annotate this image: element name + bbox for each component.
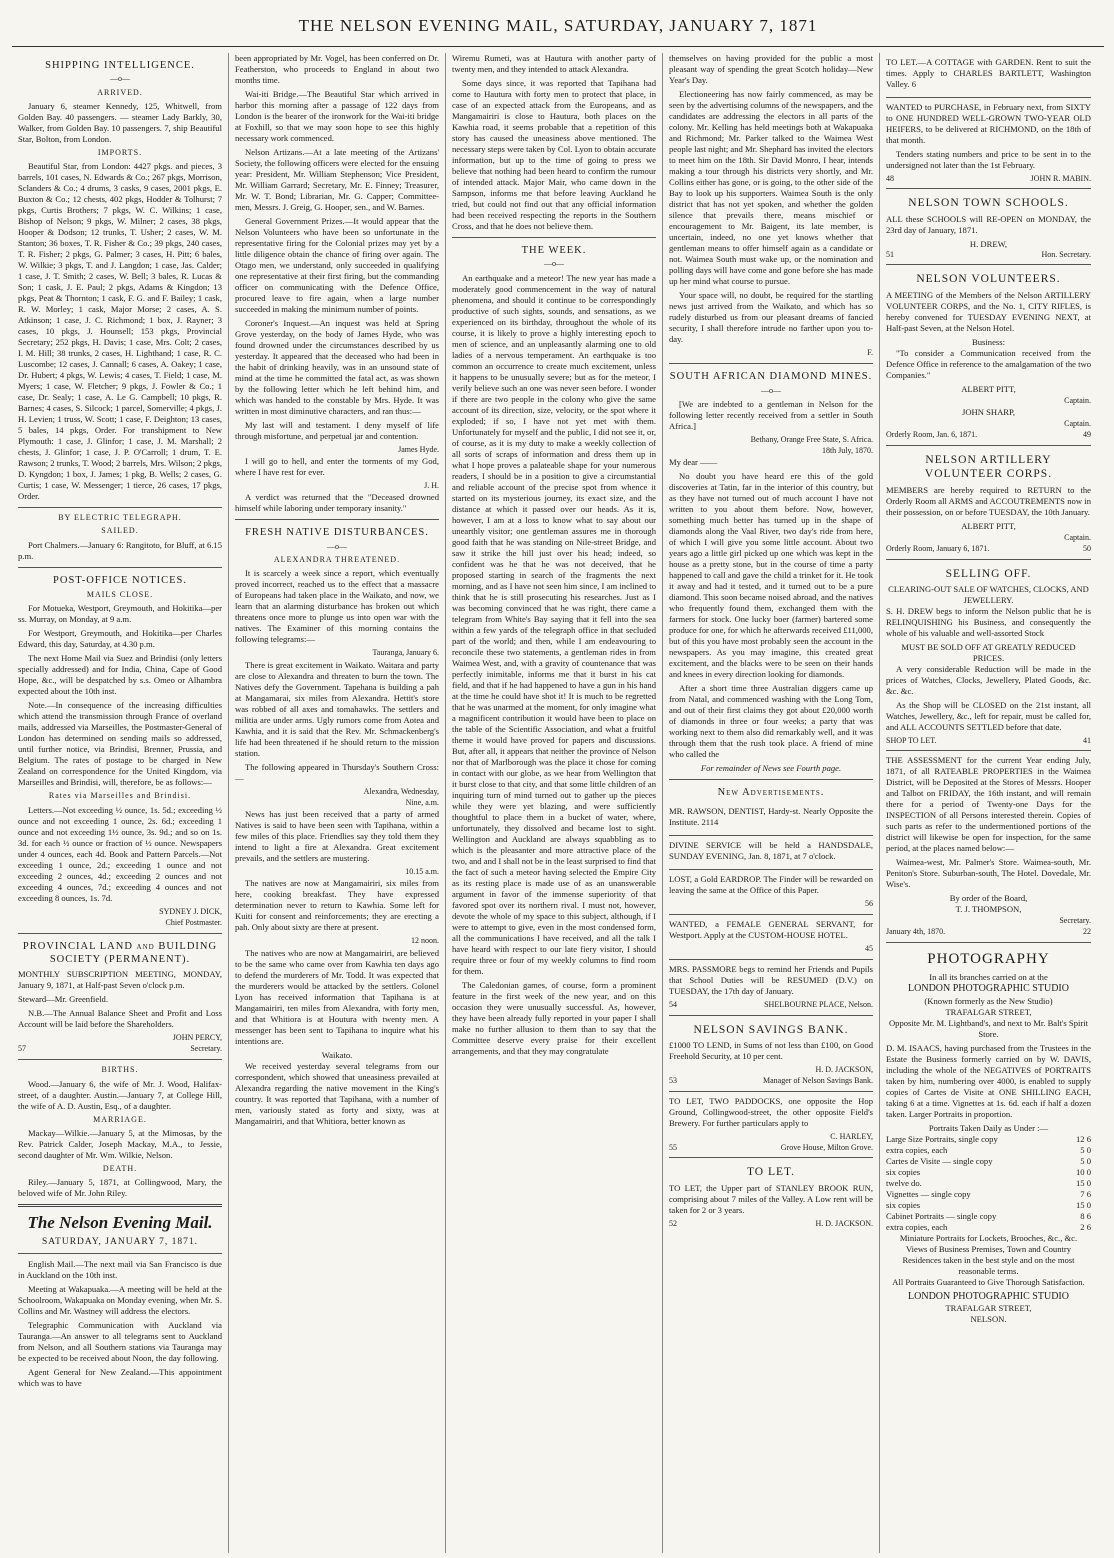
fresh-text-6: The natives who are now at Mangamairiri, are believed to be the same who came over from Kawhia ten days ago to defend the murderers of Mr. Todd. It was expected that the murderers would be attacked by the settlers. Colonel Lyon has received information that Tapihana is at Mangamairiri, ten miles from Alexandra, with forty men, and that Whitiora is at Houtura with twenty men. A messenger has been sent to Tapihana to inquire what his intentions are. xyxy=(235,947,439,1046)
paper-date: SATURDAY, JANUARY 7, 1871. xyxy=(41,1236,199,1247)
births-text: Wood.—January 6, the wife of Mr. J. Wood, Halifax-street, of a daughter. Austin.—January 7, at College Hill, the wife of A. D. Austin, Esq., of a daughter. xyxy=(18,1078,222,1111)
ad-vol-signature-1: ALBERT PITT, xyxy=(961,383,1016,394)
provincial-text-3: N.B.—The Annual Balance Sheet and Profit and Loss Account will be laid before the Shareholders. xyxy=(18,1007,222,1029)
divider xyxy=(18,1059,222,1060)
time-1: Nine, a.m. xyxy=(405,797,439,807)
ad-lost xyxy=(669,870,873,915)
ad-places-text: Waimea-west, Mr. Palmer's Store. Waimea-south, Mr. Peniton's Store. Suburban-south, The Hotel. Dovedale, Mr. Wise's. xyxy=(886,857,1091,890)
heading-telegraph: BY ELECTRIC TELEGRAPH. xyxy=(58,513,182,523)
ad-board-title: Secretary. xyxy=(1059,916,1091,926)
ad-number: 51 xyxy=(886,249,894,259)
ad-wanted-servant xyxy=(669,915,873,960)
ad-divine-service xyxy=(669,836,873,870)
price-row xyxy=(886,1211,1091,1222)
price-row xyxy=(886,1145,1091,1156)
ad-volunteers-text: A MEETING of the Members of the Nelson ARTILLERY VOLUNTEER CORPS, and the No. 1, CITY RIFLES, is hereby convened for TUESDAY EVENING NEXT, at Half-past Seven, at the Nelson Hotel. xyxy=(886,289,1091,333)
heading-mails-close: MAILS CLOSE. xyxy=(86,590,154,600)
ad-board-text: By order of the Board, xyxy=(949,893,1028,904)
ad-photo-line-2: LONDON PHOTOGRAPHIC STUDIO xyxy=(908,982,1069,994)
provincial-text-2: Steward—Mr. Greenfield. xyxy=(18,993,108,1004)
ad-passmore-address: SHELBOURNE PLACE, Nelson. xyxy=(764,1000,873,1010)
ad-number: 57 xyxy=(18,1044,26,1054)
ad-sold-text: MUST BE SOLD OFF AT GREATLY REDUCED PRICES. xyxy=(901,641,1076,663)
ad-number: 56 xyxy=(865,898,873,908)
ad-art-title: Captain. xyxy=(1064,533,1091,543)
ad-miniature-text: Miniature Portraits for Lockets, Brooches, &c., &c. xyxy=(899,1232,1078,1243)
paper-title: The Nelson Evening Mail. xyxy=(27,1213,213,1233)
heading-sailed: SAILED. xyxy=(101,526,139,536)
ad-paddocks-text: TO LET, TWO PADDOCKS, one opposite the Hop Ground, Collingwood-street, the other opposite Field's Brewery. For further particulars apply to xyxy=(669,1095,873,1128)
heading-provincial: PROVINCIAL LAND and BUILDING SOCIETY (PERMANENT). xyxy=(22,940,218,966)
col2-text-1: been appropriated by Mr. Vogel, has been conferred on Dr. Featherston, who proceeds to England in about two months time. xyxy=(235,53,439,85)
price-value: 5 0 xyxy=(1080,1155,1091,1166)
post-title: Chief Postmaster. xyxy=(165,917,222,927)
ad-number: 53 xyxy=(669,1076,677,1086)
ad-number: 50 xyxy=(1083,544,1091,554)
price-value: 8 6 xyxy=(1080,1210,1091,1221)
ad-art-footer xyxy=(886,544,1091,554)
ad-town-schools xyxy=(886,189,1091,265)
ad-volunteers xyxy=(886,265,1091,445)
ad-vol-footer xyxy=(886,430,1091,440)
fresh-text-4: News has just been received that a party of armed Natives is said to have been seen with Tapihana, within a few miles of this place. Friendlies say they told them they intend to light a fire at Alexandra. Great excitement prevails, and the settlers are mustering. xyxy=(235,809,439,864)
column-2 xyxy=(229,53,446,1553)
post-signature: SYDNEY J. DICK, xyxy=(159,906,222,916)
ad-photo-line-5: Opposite Mr. M. Lightband's, and next to Mr. Balt's Spirit Store. xyxy=(888,1017,1089,1039)
heading-volunteers: NELSON VOLUNTEERS. xyxy=(916,273,1061,286)
ad-purchase-heifers xyxy=(886,98,1091,189)
col4-text-1: themselves on having provided for the public a most pleasant way of spending the great Scotch holiday—New Year's Day. xyxy=(669,53,873,85)
ad-vol-order: Orderly Room, Jan. 6, 1871. xyxy=(886,430,978,440)
divider xyxy=(452,237,656,238)
ad-paddocks xyxy=(669,1092,873,1158)
price-value: 12 6 xyxy=(1075,1133,1091,1144)
heading-births: BIRTHS. xyxy=(101,1065,139,1075)
price-item: twelve do. xyxy=(886,1177,922,1188)
heading-imports: IMPORTS. xyxy=(97,147,143,157)
telegraphic-text: Telegraphic Communication with Auckland via Tauranga.—An answer to all telegrams sent to Auckland from Nelson, and all Southern stations via Tauranga may be expected to be received about Noon, the day following. xyxy=(18,1319,222,1363)
agent-general-text: Agent General for New Zealand.—This appointment which was to have xyxy=(18,1366,222,1388)
price-item: Large Size Portraits, single copy xyxy=(886,1133,998,1144)
ad-vol-signature-2: JOHN SHARP, xyxy=(961,407,1015,418)
week-text-1: An earthquake and a meteor! The new year has made a moderately good commencement in the way of natural phenomena, and should it continue to be correspondingly productive of such sights, sounds, and sensations, as we experienced on its birthday, throughout the whole of its course, it is likely to prove a highly interesting epoch to men of science, and an unpleasantly alarming one to old ladies of a nervous temperament. An earthquake is too common an occurrence to create much excitement, unless it happens to be unusually severe; but as for the meteor, I verily believe such an one was never seen before. I wonder if there are two people in the colony who give the same account of its direction, size, velocity, or the spot where it exploded; if so, I have not yet met with them. Unfortunately for myself and the public, I did not see it, or, of course, as it is my duty to make a weekly collection of all sorts of scraps of information and dress them up in what I hope proves a palateable shape for your numerous readers, I should be in a position to give a circumstantial and reliable account of the precise spot from whence it started on its mysterious journey, its exact size, and the distance at which it passed over our heads. As it is, however, I am at a loss to know what to say about our unearthly visitor; one gentleman assures me in thorough good faith that he was standing on Nile-street Bridge, and saw it strike the hill just over his head; indeed, so confident was he that he was not deceived, that he proposed starting in search of the fragments the next morning, and as I have not seen him since, I am inclined to think that he is still prosecuting his researches. Just as I was becoming convinced that he was right, there came a telegram from White's Bay saying that it fell into the sea within a few yards of the telegraph office in that secluded part of the world; and then, while I am endeavouring to reconcile these two statements, a gentleman rides in from Waimea West, and, with a gravity of countenance that was perfectly inimitable, informs me that it burst in his cat field, and that if he had happened to have a gun in his hand at the time he could have shot it! It is much to be regretted that he was unarmed at the moment, for only imagine what a magnificent contribution it would have been to place on the table of the Scientific Association, and what a fruitful theme it would have proved for papers and discussions. But, after all, it appears that neither the province of Nelson nor that of Marlborough was the place it chose for coming in contact with our globe, as we hear from Wellington that it burst close to that city, and that some little children of an inquiring turn of mind turned out to gather up the pieces while they were yet blazing, and were sufficiently thoughtful to place them in a bucket of water, where, unfortunately, they dissolved and became lost to sight. Wellington and Auckland are always squabbling as to which is the pleasanter and more attractive place of the two, and and I shall not be in the least surprised to find that the fact of such a meteor having selected the Empire City as its resting place is made use of as an unanswerable argument in favor of the immense superiority of that favored spot over its northern rival. I must not, however, devote the whole of my space to this subject, although, if I were to attempt to give, even in the most condensed form, all the communications I have received, and all the talk I have heard with respect to our late fiery visitor, I should require three or four of my weekly columns to find room for them. xyxy=(452,272,656,976)
diamond-text-1: No doubt you have heard ere this of the gold discoveries at Tatin, far in the interior of this country, but as they have not turned out of much account I have not written to you about them before. Now, however, something much better has turned up in the shape of diamonds along the Vaal River, two day's ride from here, of which I will give you some little account. About two years ago a little girl picked up one which was kept in the house as a pretty stone, but in the course of time a party happened to call and gave the child a trinket for it. He took it away and had it tested, and it turned out to be a pure diamond. This soon became noised abroad, and the natives who frequently found them, exchanged them with the farmers for stock. One lucky boer (farmer) bartered some produce for one, for which he afterwards received £11,000, but of this you have most probably seen the account in the newspapers. As you may imagine, this created great excitement, and the blacks were to be seen on their hands and knees in every direction looking for diamonds. xyxy=(669,471,873,680)
ad-savings-text: £1000 TO LEND, in Sums of not less than £100, on Good Freehold Security, at 10 per cent. xyxy=(669,1040,873,1062)
ad-lost-text: LOST, a Gold EARDROP. The Finder will be rewarded on leaving the same at the Office of this Paper. xyxy=(669,873,873,895)
price-item: extra copies, each xyxy=(886,1221,948,1232)
ad-assessment xyxy=(886,751,1091,942)
ad-paddocks-signature: C. HARLEY, xyxy=(830,1131,873,1141)
diamond-date: 18th July, 1870. xyxy=(821,446,873,456)
ad-paddocks-footer xyxy=(669,1143,873,1153)
ad-cottage-text: TO LET.—A COTTAGE with GARDEN. Rent to suit the times. Apply to CHARLES BARTLETT, Washington Valley. 6 xyxy=(886,57,1091,89)
ad-board-date: January 4th, 1870. xyxy=(886,927,946,937)
price-row xyxy=(886,1222,1091,1233)
ad-number: 49 xyxy=(1083,430,1091,440)
price-item: Vignettes — single copy xyxy=(886,1188,971,1199)
rates-text: Letters.—Not exceeding ½ ounce, 1s. 5d.; exceeding ½ ounce and not exceeding 1 ounce, 2s. 6d.; exceeding 1 ounce and not exceeding 1½ ounce, 3s. 9d.; and so on 1s. 3d. for each ½ ounce or fraction of ½ ounce. Newspapers under 4 ounces, each 4d. Book and Pattern Parcels.—Not exceeding 1 ounce, 2d.; exceeding 1 ounce and not exceeding 2 ounces, 4d.; exceeding 2 ounces and not exceeding 4 ounces, 7d.; exceeding 4 ounces and not exceeding 8 ounces, 1s. 7d. xyxy=(18,804,222,903)
wakapuaka-text: Meeting at Wakapuaka.—A meeting will be held at the Schoolroom, Wakapuaka on Monday evening, when Mr. S. Collins and Mr. Wastney will address the electors. xyxy=(18,1283,222,1316)
ad-to-let xyxy=(669,1158,873,1233)
mails-text-3: The next Home Mail via Suez and Brindisi (only letters specially addressed) and for India, China, Cape of Good Hope, &c., will be despatched by s.s. Omeo or Alhambra expected about the 10th inst. xyxy=(18,653,222,697)
ad-studio-name: LONDON PHOTOGRAPHIC STUDIO xyxy=(908,1290,1069,1302)
mails-text-4: Note.—In consequence of the increasing difficulties which attend the transmission through France of overland mails, addressed via Marseilles, the Postmaster-General of London has determined on sending mails so addressed, until further notice, via Brindisi, Brenner, Prussia, and Belgium. The rates of postage to be charged in New Zealand on correspondence for the United Kingdom, via Marseilles and Brindisi, will, therefore, be as follows:— xyxy=(18,700,222,788)
masthead: THE NELSON EVENING MAIL, SATURDAY, JANUARY 7, 1871 xyxy=(12,8,1104,47)
fresh-text-7: We received yesterday several telegrams from our correspondent, which showed that uneasiness prevailed at Alexandra regarding the native movement in the King's country. It was reported that Tapihana, with a number of men, variously stated as forty and sixty, was at Mangamairiri, and that Whitiora, better known as xyxy=(235,1060,439,1126)
ad-rawson-text: MR. RAWSON, DENTIST, Hardy-st. Nearly Opposite the Institute. 2114 xyxy=(669,805,873,827)
waikato-heading: Waikato. xyxy=(321,1049,353,1060)
heading-town-schools: NELSON TOWN SCHOOLS. xyxy=(908,197,1069,210)
diamond-intro: [We are indebted to a gentleman in Nelson for the following letter recently received from a settler in South Africa.] xyxy=(669,398,873,431)
ad-vol-title-1: Captain. xyxy=(1064,395,1091,405)
diamond-place: Bethany, Orange Free State, S. Africa. xyxy=(750,434,873,444)
ad-vol-title-2: Captain. xyxy=(1064,419,1091,429)
waiiti-bridge-text: Wai-iti Bridge.—The Beautiful Star which arrived in harbor this morning after a passage of 122 days from London is the bearer of the ironwork for the Wai-iti bridge at Foxhill, so that we may soon hope to see this highly necessary work commenced. xyxy=(235,89,439,143)
provincial-footer xyxy=(18,1044,222,1054)
mails-text-1: For Motueka, Westport, Greymouth, and Hokitika—per ss. Murray, on Monday, at 9 a.m. xyxy=(18,603,222,625)
price-item: extra copies, each xyxy=(886,1144,948,1155)
ad-number: 41 xyxy=(1083,735,1091,745)
diamond-salutation: My dear —— xyxy=(669,457,718,468)
ad-assessment-text: THE ASSESSMENT for the current Year ending July, 1871, of all RATEABLE PROPERTIES in the Waimea District, will be Deposited at the Stores of Messrs. Hooper and Talbot on FRIDAY, the 16th instant, and will remain there for a period of Twenty-one Days for the INSPECTION of all Persons interested therein. Copies of such parts as refer to the undermentioned portions of the district will likewise be open for inspection, for the same period, at the places named below:— xyxy=(886,755,1091,854)
heading-death: DEATH. xyxy=(102,1163,138,1173)
divider xyxy=(669,779,873,780)
ad-number: 52 xyxy=(669,1218,677,1228)
ad-shd-text: S. H. DREW begs to inform the Nelson public that he is RELINQUISHING his Business, and consequently the whole of his valuable and well-assorted Stock xyxy=(886,605,1091,638)
price-value: 10 0 xyxy=(1075,1166,1091,1177)
ad-rawson xyxy=(669,802,873,836)
column-4 xyxy=(663,53,880,1553)
ad-savings-title: Manager of Nelson Savings Bank. xyxy=(763,1076,873,1086)
ad-art-order: Orderly Room, January 6, 1871. xyxy=(886,544,990,554)
ad-savings-bank xyxy=(669,1016,873,1092)
ad-volunteers-text-2: "To consider a Communication received from the Defence Office in reference to the amalgamation of the two Companies." xyxy=(886,347,1091,380)
heading-artillery: NELSON ARTILLERY VOLUNTEER CORPS. xyxy=(924,453,1053,481)
ad-studio-town: NELSON. xyxy=(970,1314,1007,1325)
ad-purchase-footer xyxy=(886,174,1091,184)
ad-passmore-text: MRS. PASSMORE begs to remind her Friends and Pupils that School Duties will be RESUMED (D.V.) on TUESDAY, the 17th day of January. xyxy=(669,964,873,997)
ad-photography xyxy=(886,943,1091,1330)
divider xyxy=(18,507,222,508)
ad-photo-line-1: In all its branches carried on at the xyxy=(929,971,1048,982)
time-2: 10.15 a.m. xyxy=(405,867,439,877)
heading-selling-off: SELLING OFF. xyxy=(945,567,1032,580)
price-row xyxy=(886,1200,1091,1211)
fresh-text-3: The following appeared in Thursday's Southern Cross:— xyxy=(235,761,439,783)
ad-wanted-text: WANTED, a FEMALE GENERAL SERVANT, for Westport. Apply at the CUSTOM-HOUSE HOTEL. xyxy=(669,919,873,941)
alexandra-dateline: Alexandra, Wednesday, xyxy=(363,786,439,796)
ad-board-signature: T. J. THOMPSON, xyxy=(955,904,1022,915)
heading-new-ads: New Advertisements. xyxy=(717,787,825,799)
heading-savings-bank: NELSON SAVINGS BANK. xyxy=(693,1023,849,1036)
column-5 xyxy=(880,53,1097,1553)
artizans-text: Nelson Artizans.—At a late meeting of the Artizans' Society, the following officers were elected for the ensuing year: President, Mr. William Stephenson; Vice President, Mr. William Garrard; Secretary, Mr. E. Finney; Treasurer, Mr. W. T. Bond; Librarian, Mr. G. Capper; Committee-men, Messrs. J. Greig, G. Hooper, sen., and W. Barnes. xyxy=(235,147,439,212)
price-row xyxy=(886,1167,1091,1178)
death-text: Riley.—January 5, 1871, at Collingwood, Mary, the beloved wife of Mr. John Riley. xyxy=(18,1177,222,1199)
provincial-title: Secretary. xyxy=(190,1044,222,1054)
ad-to-let-signature: H. D. JACKSON. xyxy=(815,1218,873,1228)
heading-alexandra: ALEXANDRA THREATENED. xyxy=(273,555,401,565)
verdict-text: A verdict was returned that the "Deceased drowned himself while laboring under temporary insanity." xyxy=(235,492,439,514)
price-row xyxy=(886,1156,1091,1167)
ad-art-signature: ALBERT PITT, xyxy=(961,521,1016,532)
ad-artillery xyxy=(886,446,1091,560)
fresh-text-1: It is scarcely a week since a report, which eventually proved incorrect, reached us to the effect that a massacre of Europeans had taken place in the Waikato, and now, we learn that an alarming disturbance has broken out which threatens once more to plunge us into open war with the natives. The Examiner of this morning contains the following telegrams:— xyxy=(235,568,439,645)
price-value: 5 0 xyxy=(1080,1144,1091,1155)
ad-divine-text: DIVINE SERVICE will be held a HANDSDALE, SUNDAY EVENING, Jan. 8, 1871, at 7 o'clock. xyxy=(669,839,873,861)
letter-signature-1: James Hyde. xyxy=(398,445,439,454)
col3-text-1: Wiremu Rumeti, was at Hautura with another party of twenty men, and they intended to attack Alexandra. xyxy=(452,53,656,74)
ad-number: 22 xyxy=(1083,927,1091,937)
diamond-text-2: After a short time three Australian diggers came up from Natal, and commenced washing with the Long Tom, and out of their first claims they got about £20,000 worth of diamonds in three or four weeks; a party that was working next to them also did remarkably well, and it was through them that the rush took place. A friend of mine who called the xyxy=(669,683,873,760)
heading-to-let: TO LET. xyxy=(746,1166,796,1179)
sailed-text: Port Chalmers.—January 6: Rangitoto, for Bluff, at 6.15 p.m. xyxy=(18,539,222,561)
heading-clearing-sale: CLEARING-OUT SALE OF WATCHES, CLOCKS, AND JEWELLERY. xyxy=(888,584,1089,606)
price-row xyxy=(886,1178,1091,1189)
heading-post-office: POST-OFFICE NOTICES. xyxy=(53,574,187,586)
electioneering-text: Electioneering has now fairly commenced, as may be seen by the advertising columns of the newspapers, and the candidates are addressing the electors in all parts of the colony. Mr. Kelling has held meetings both at Wakapuaka and Richmond; Mr. Parker talked to the Waimea West people last night; and Mr. Shephard has invited the electors to meet him on the 18th. Sir David Monro, I hear, intends making a tour through his districts very shortly, and Mr. Collins either has gone, or is going, to the other side of the Bay to look up his supporters. Waimea South is the only district that has not yet spoken, and whether the golden silence that prevails there, means mischief or encouragement to Mr. Baigent, its late member, is uncertain, indeed, no one yet knows whether that gentleman means to offer himself again as a candidate or not. Waimea South must wake up, or the nomination and polling days will have come and gone before she has made up her mind what course to pursue. xyxy=(669,89,873,286)
ad-photo-line-3: (Known formerly as the New Studio) xyxy=(924,995,1053,1006)
heading-rates: Rates via Marseilles and Brindisi. xyxy=(48,791,192,801)
ad-purchase-text: WANTED to PURCHASE, in February next, from SIXTY to ONE HUNDRED WELL-GROWN TWO-YEAR OLD HEIFERS, to be delivered at RICHMOND, on the 18th of that month. xyxy=(886,102,1091,145)
heading-portraits: Portraits Taken Daily as Under :— xyxy=(928,1122,1049,1133)
ad-reduction-text: A very considerable Reduction will be made in the prices of Watches, Clocks, Jewellery, Plated Goods, &c. &c. &c. xyxy=(886,663,1091,696)
imports-text: Beautiful Star, from London: 4427 pkgs. and pieces, 3 barrels, 101 cases, N. Edwards & Co.; 267 pkgs, Morrison, Sclanders & Co.; 4 drums, 3 casks, 9 cases, 2001 pkgs, E. Buxton & Co.; 12 chests, 402 pkgs, Hodder & Tolhurst; 7 pkgs, Curtis Brothers; 7 pkgs, W. C. Wilkins; 1 case, Bishop of Nelson; 9 pkgs, W. Milner; 2 cases, 38 pkgs, Hooper & Dodson; 12 trunks, T. Usher; 2 cases, W. M. Stanton; 36 boxes, T. R. Fisher & Co.; 39 pkgs, 240 cases, T. R. Fisher; 2 pkgs, G. Palmer; 3 cases, H. Pitt; 6 bales, W. Wilkie; 3 pkgs, T. and J. Langdon; 1 case, Jas. Calder; 1 case, J. T. Smith; 2 cases, W. Bell; 3 bales, R. Lucas & Son; 1 cask, J. E. Paul; 2 pkgs, Adams & Kingdon; 13 pkgs, Peat & Thornton; 1 cask, F. G. and F. Bailey; 1 cask, R. W. Morley; 1 cask, Major Morse; 2 cases, A. S. Atkinson; 1 case, J. C. Richmond; 1 box, J. Rayner; 3 cases, 10 pkgs, J. Hounsell; 153 pkgs, Provincial Secretary; 252 pkgs, H. Davis; 1 case, Mrs. Colt; 2 cases, I. M. Hill; 38 trunks, 2 cases, H. Lighthand; 1 case, R. C. Luscombe; 12 cases, J. Cannall; 6 cases, A. Oakey; 1 case, Dr. Hubert; 4 pkgs, W. Lewis; 4 cases, T. Field; 1 case, M. Myers; 1 case, W. Fletcher; 9 pkgs, J. Fowler & Co.; 1 case, Dr. Sealy; 1 case, A. Le G. Campbell; 10 pkgs, R. Barnes; 4 cases, S. Silcock; 1 parcel, Somerville; 4 pkgs, J. H. Levien; 1 truss, W. Scott; 1 case, F. Deighton; 13 cases, 5 bales, 14 pkgs, Order. For transhipment to New Plymouth: 1 case, J. Glinfor; 1 case, J. M. Marshall; 2 chests, J. Glinfor; 1 case, J. P. O'Carroll; 1 drum, T. E. Rawson; 2 trunks, T. Wood; 2 barrels, Mrs. Wilson; 2 pkgs, D. Kyngdon; 1 box, J. James; 1 pkg, B. Wells; 2 cases, G. Curtis; 1 case, W. Messenger; 1 tierce, 26 cases, 17 pkgs, Order. xyxy=(18,161,222,502)
fresh-text-2: There is great excitement in Waikato. Waitara and party are close to Alexandra and threaten to burn the town. The Natives defy the Government. Tapehana is building a pah at Mangamarai, six miles from Alexandra. Hettit's store was robbed of all axes and tomahawks. The settlers and militia are under arms. Ugly rumors come from Aotea and Kawhia, and it is said that the Rev. Mr. Schmackenberg's life had been threatened if he should return to the mission station. xyxy=(235,659,439,758)
ad-savings-footer xyxy=(669,1076,873,1086)
divider xyxy=(235,519,439,520)
closing-text: Your space will, no doubt, be required for the startling news just arrived from the Waikato, and which has so rudely disturbed us from our pleasant dreams of fancied security, I shall therefore intrude no farther upon you to-day. xyxy=(669,290,873,344)
ad-guaranteed-text: All Portraits Guaranteed to Give Thorough Satisfaction. xyxy=(892,1276,1085,1287)
heading-the-week: THE WEEK. xyxy=(521,245,587,256)
price-list xyxy=(886,1134,1091,1233)
ad-selling-off xyxy=(886,560,1091,752)
divider xyxy=(669,363,873,364)
arrived-text: January 6, steamer Kennedy, 125, Whitwell, from Golden Bay. 40 passengers. — steamer Lady Barkly, 30, Walker, from Golden Bay. 10 passengers. 7, ship Beautiful Star, Bolton, from London. xyxy=(18,100,222,144)
ad-isaacs-text: D. M. ISAACS, having purchased from the Trustees in the Estate the Business formerly carried on by W. DAVIS, including the whole of the NEGATIVES of PORTRAITS taken by him, numbering over 4000, is enabled to supply copies of Cartes de Visite at ONE SHILLING EACH, taking 6 at a time. Vignettes at 1s. 6d. each if half a dozen taken. Larger Portraits in proportion. xyxy=(886,1042,1091,1119)
ornament: —o— xyxy=(761,385,781,395)
column-3 xyxy=(446,53,663,1553)
col3-text-2: Some days since, it was reported that Tapihana had come to Hautura with forty men to protect that place, in case of an expected attack from the Europeans, and as Mangamairiri is close to Hautura, both places on the Kawhia road, it seems probable that a repetition of this story has caused the uneasiness above mentioned. The necessary steps were taken by Col. Lyon to obtain accurate information, but up to the time of going to press we believe that nothing had been heard to confirm the rumour of intended attack. Major Mair, who came down in the Sampson, informs me that before leaving Auckland he tried, but could not find out that any official information had been received respecting the reports in the Southern Cross, and that he does not believe them. xyxy=(452,78,656,231)
provincial-text-1: MONTHLY SUBSCRIPTION MEETING, MONDAY, January 9, 1871, at Half-past Seven o'clock p.m. xyxy=(18,968,222,990)
marriage-text: Mackay—Wilkie.—January 5, at the Mimosas, by the Rev. Patrick Calder, Joseph Mackay, M.A., to Jessie, second daughter of Mr. Wm. Wilkie, Nelson. xyxy=(18,1127,222,1160)
divider xyxy=(18,1253,222,1254)
provincial-signature: JOHN PERCY, xyxy=(172,1032,222,1042)
tauranga-dateline: Tauranga, January 6. xyxy=(372,648,439,658)
letter-text-2: I will go to hell, and enter the torments of my God, where I have rest for ever. xyxy=(235,456,439,478)
price-value: 7 6 xyxy=(1080,1188,1091,1199)
english-mail-text: English Mail.—The next mail via San Francisco is due in Auckland on the 10th inst. xyxy=(18,1258,222,1280)
ad-schools-title: Hon. Secretary. xyxy=(1041,249,1091,259)
ad-shop-text: SHOP TO LET. xyxy=(886,735,937,745)
ad-shop-footer xyxy=(886,736,1091,746)
heading-fresh-native: FRESH NATIVE DISTURBANCES. xyxy=(245,527,429,539)
remainder-note: For remainder of News see Fourth page. xyxy=(700,763,842,774)
ad-schools-text: ALL these SCHOOLS will RE-OPEN on MONDAY, the 23rd day of January, 1871. xyxy=(886,213,1091,235)
ad-paddocks-address: Grove House, Milton Grove. xyxy=(780,1142,873,1152)
price-value: 15 0 xyxy=(1075,1199,1091,1210)
price-item: Cartes de Visite — single copy xyxy=(886,1155,993,1166)
ad-cottage xyxy=(886,53,1091,98)
divider xyxy=(18,1204,222,1207)
ad-number: 54 xyxy=(669,1000,677,1010)
ad-board-footer xyxy=(886,927,1091,937)
ad-to-let-text: TO LET, the Upper part of STANLEY BROOK RUN, comprising about 7 miles of the Valley. A Low rent will be taken for 2 or 3 years. xyxy=(669,1182,873,1215)
divider xyxy=(18,567,222,568)
time-3: 12 noon. xyxy=(411,936,439,946)
ornament: —o— xyxy=(327,541,347,551)
price-value: 2 6 xyxy=(1080,1221,1091,1232)
ad-studio-street: TRAFALGAR STREET, xyxy=(945,1303,1032,1314)
price-item: Cabinet Portraits — single copy xyxy=(886,1210,997,1221)
price-item: six copies xyxy=(886,1166,921,1177)
heading-diamond-mines: SOUTH AFRICAN DIAMOND MINES. xyxy=(669,371,873,383)
ad-closed-text: As the Shop will be CLOSED on the 21st instant, all Watches, Jewellery, &c., left for repair, must be called for, and ALL ACCOUNTS SETTLED before that date. xyxy=(886,699,1091,732)
ad-purchase-signature: JOHN R. MABIN. xyxy=(1030,174,1091,183)
week-signature: F. xyxy=(867,348,873,357)
inquest-text: Coroner's Inquest.—An inquest was held at Spring Grove yesterday, on the body of James Hyde, who was found drowned under the circumstances described by us yesterday. It appeared that the deceased who had been in the habit of drinking heavily, was in an unsound state of mind at the time he committed the fatal act, as was shown by the following letter which he left behind him, and which was handed to the constable by Mrs. Hyde. It was written in most diminutive characters, and ran thus:— xyxy=(235,318,439,416)
price-item: six copies xyxy=(886,1199,921,1210)
ad-business-label: Business: xyxy=(972,336,1005,347)
mails-text-2: For Westport, Greymouth, and Hokitika—per Charles Edward, this day, Saturday, at 4.30 p.m. xyxy=(18,628,222,650)
ad-passmore xyxy=(669,960,873,1015)
ad-number: 55 xyxy=(669,1142,677,1152)
heading-shipping: SHIPPING INTELLIGENCE. xyxy=(45,60,195,71)
ad-views-text: Views of Business Premises, Town and Country Residences taken in the best style and on the most reasonable terms. xyxy=(902,1243,1075,1276)
price-value: 15 0 xyxy=(1075,1177,1091,1188)
price-row xyxy=(886,1134,1091,1145)
ad-number: 48 xyxy=(886,174,894,183)
ad-savings-signature: H. D. JACKSON, xyxy=(815,1065,873,1075)
heading-marriage: MARRIAGE. xyxy=(93,1114,147,1124)
fresh-text-5: The natives are now at Mangamairiri, six miles from here, cooking breakfast. They have expressed determination never to return to Kawhia. Some left for Kuiti for consent and reinforcements; they are erecting a pah. Only about sixty are there at present. xyxy=(235,878,439,933)
week-text-2: The Caledonian games, of course, form a prominent feature in the first week of the new year, and on this occasion they were unusually successful. As, however, they have been already fully reported in your paper I shall make no further allusion to them than to say that the Committee deserve every praise for their excellent arrangements, and that they may congratulate xyxy=(452,979,656,1056)
heading-arrived: ARRIVED. xyxy=(97,87,143,97)
column-1 xyxy=(12,53,229,1553)
prizes-text: General Government Prizes.—It would appear that the Nelson Volunteers who have been so unfortunate in the representative firing for the Colonial prizes may yet by a little diligence obtain the chance of firing over again. The Otago men, we understand, only succeeded in qualifying one representative at their first firing, but the commanding officer on communicating with the Defence Office, procured leave to fire again, when a large number succeeded in making the minimum number of points. xyxy=(235,216,439,314)
ad-schools-footer xyxy=(886,250,1091,260)
letter-signature-2: J. H. xyxy=(424,481,439,491)
letter-text-1: My last will and testament. I deny myself of life through misfortune, and perpetual jar and contention. xyxy=(235,420,439,441)
ad-to-let-footer xyxy=(669,1219,873,1229)
ornament: —o— xyxy=(110,74,130,84)
ornament: —o— xyxy=(544,259,564,269)
divider xyxy=(18,933,222,934)
ad-passmore-footer xyxy=(669,1000,873,1010)
ad-number: 45 xyxy=(865,944,873,954)
ad-artillery-text: MEMBERS are hereby required to RETURN to the Orderly Room all ARMS and ACCOUTREMENTS now in their possession, on or before TUESDAY, the 10th January. xyxy=(886,485,1091,518)
ad-schools-signature: H. DREW, xyxy=(969,238,1008,249)
heading-photography: PHOTOGRAPHY xyxy=(927,950,1050,967)
ad-photo-line-4: TRAFALGAR STREET, xyxy=(945,1006,1032,1017)
price-row xyxy=(886,1189,1091,1200)
ad-tenders-text: Tenders stating numbers and price to be sent in to the undersigned not later than the 1st February. xyxy=(886,149,1091,170)
